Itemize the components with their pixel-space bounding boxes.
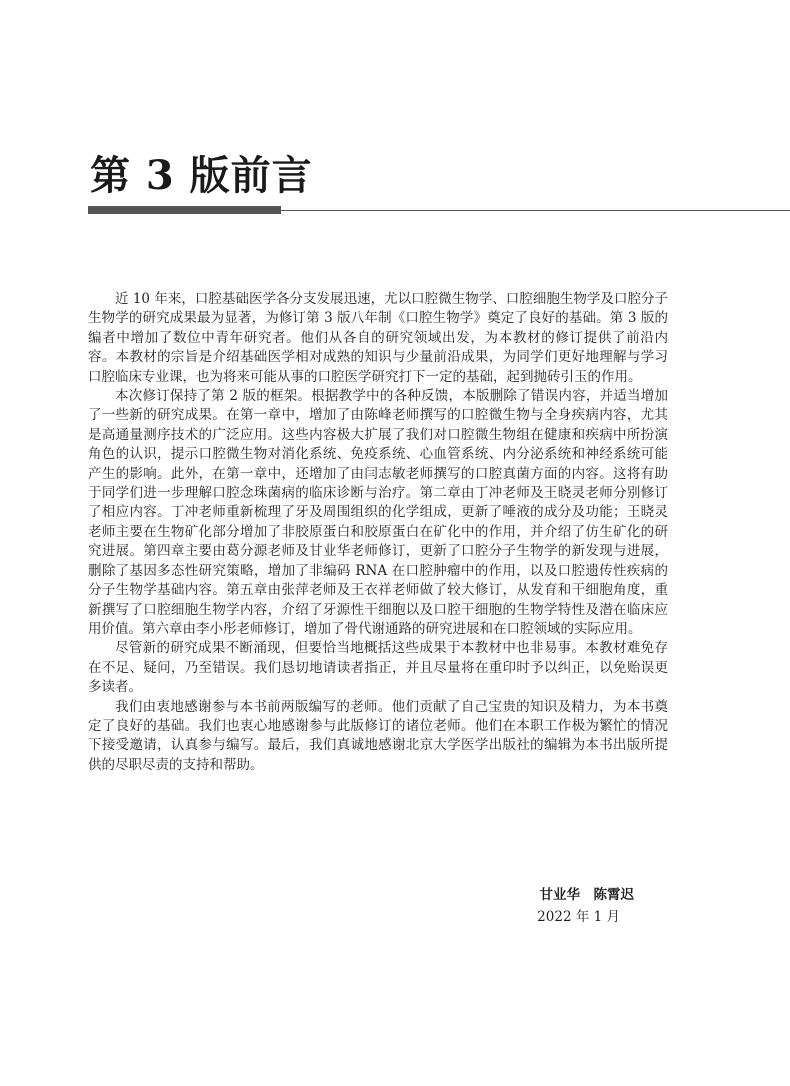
paragraph-3: 尽管新的研究成果不断涌现，但要恰当地概括这些成果于本教材中也非易事。本教材难免存在不足、疑问，乃至错误。我们恳切地请读者指正，并且尽量将在重印时予以纠正，以免贻误更多读者。 <box>88 640 668 696</box>
title-accent-bar <box>88 206 281 214</box>
preface-body <box>88 290 668 775</box>
signature-block <box>440 884 668 928</box>
paragraph-2: 本次修订保持了第 2 版的框架。根据教学中的各种反馈，本版删除了错误内容，并适当增加了一些新的研究成果。在第一章中，增加了由陈峰老师撰写的口腔微生物与全身疾病内容，尤其是高通量测序技术的广泛应用。这些内容极大扩展了我们对口腔微生物组在健康和疾病中所扮演角色的认识，提示口腔微生物对消化系统、免疫系统、心血管系统、内分泌系统和神经系统可能产生的影响。此外，在第一章中，还增加了由闫志敏老师撰写的口腔真菌方面的内容。这将有助于同学们进一步理解口腔念珠菌病的临床诊断与治疗。第二章由丁冲老师及王晓灵老师分别修订了相应内容。丁冲老师重新梳理了牙及周围组织的化学组成，更新了唾液的成分及功能；王晓灵老师主要在生物矿化部分增加了非胶原蛋白和胶原蛋白在矿化中的作用，并介绍了仿生矿化的研究进展。第四章主要由葛分源老师及甘业华老师修订，更新了口腔分子生物学的新发现与进展，删除了基因多态性研究策略，增加了非编码 RNA 在口腔肿瘤中的作用，以及口腔遗传性疾病的分子生物学基础内容。第五章由张萍老师及王衣祥老师做了较大修订，从发育和干细胞角度，重新撰写了口腔细胞生物学内容，介绍了牙源性干细胞以及口腔干细胞的生物学特性及潜在临床应用价值。第六章由李小彤老师修订，增加了骨代谢通路的研究进展和在口腔领域的实际应用。 <box>88 388 668 637</box>
signature-date: 2022 年 1 月 <box>537 909 620 925</box>
author-names: 甘业华 陈霄迟 <box>539 887 634 903</box>
page-title: 第 3 版前言 <box>90 152 313 199</box>
paragraph-4: 我们由衷地感谢参与本书前两版编写的老师。他们贡献了自己宝贵的知识及精力，为本书奠定了良好的基础。我们也衷心地感谢参与此版修订的诸位老师。他们在本职工作极为繁忙的情况下接受邀请，认真参与编写。最后，我们真诚地感谢北京大学医学出版社的编辑为本书出版所提供的尽职尽责的支持和帮助。 <box>88 698 668 773</box>
paragraph-1: 近 10 年来，口腔基础医学各分支发展迅速，尤以口腔微生物学、口腔细胞生物学及口腔分子生物学的研究成果最为显著，为修订第 3 版八年制《口腔生物学》奠定了良好的基础。第 3 版的编者中增加了数位中青年研究者。他们从各自的研究领域出发，为本教材的修订提供了前沿内容。本教材的宗旨是介绍基础医学相对成熟的知识与少量前沿成果，为同学们更好地理解与学习口腔临床专业课，也为将来可能从事的口腔医学研究打下一定的基础，起到抛砖引玉的作用。 <box>88 291 668 385</box>
